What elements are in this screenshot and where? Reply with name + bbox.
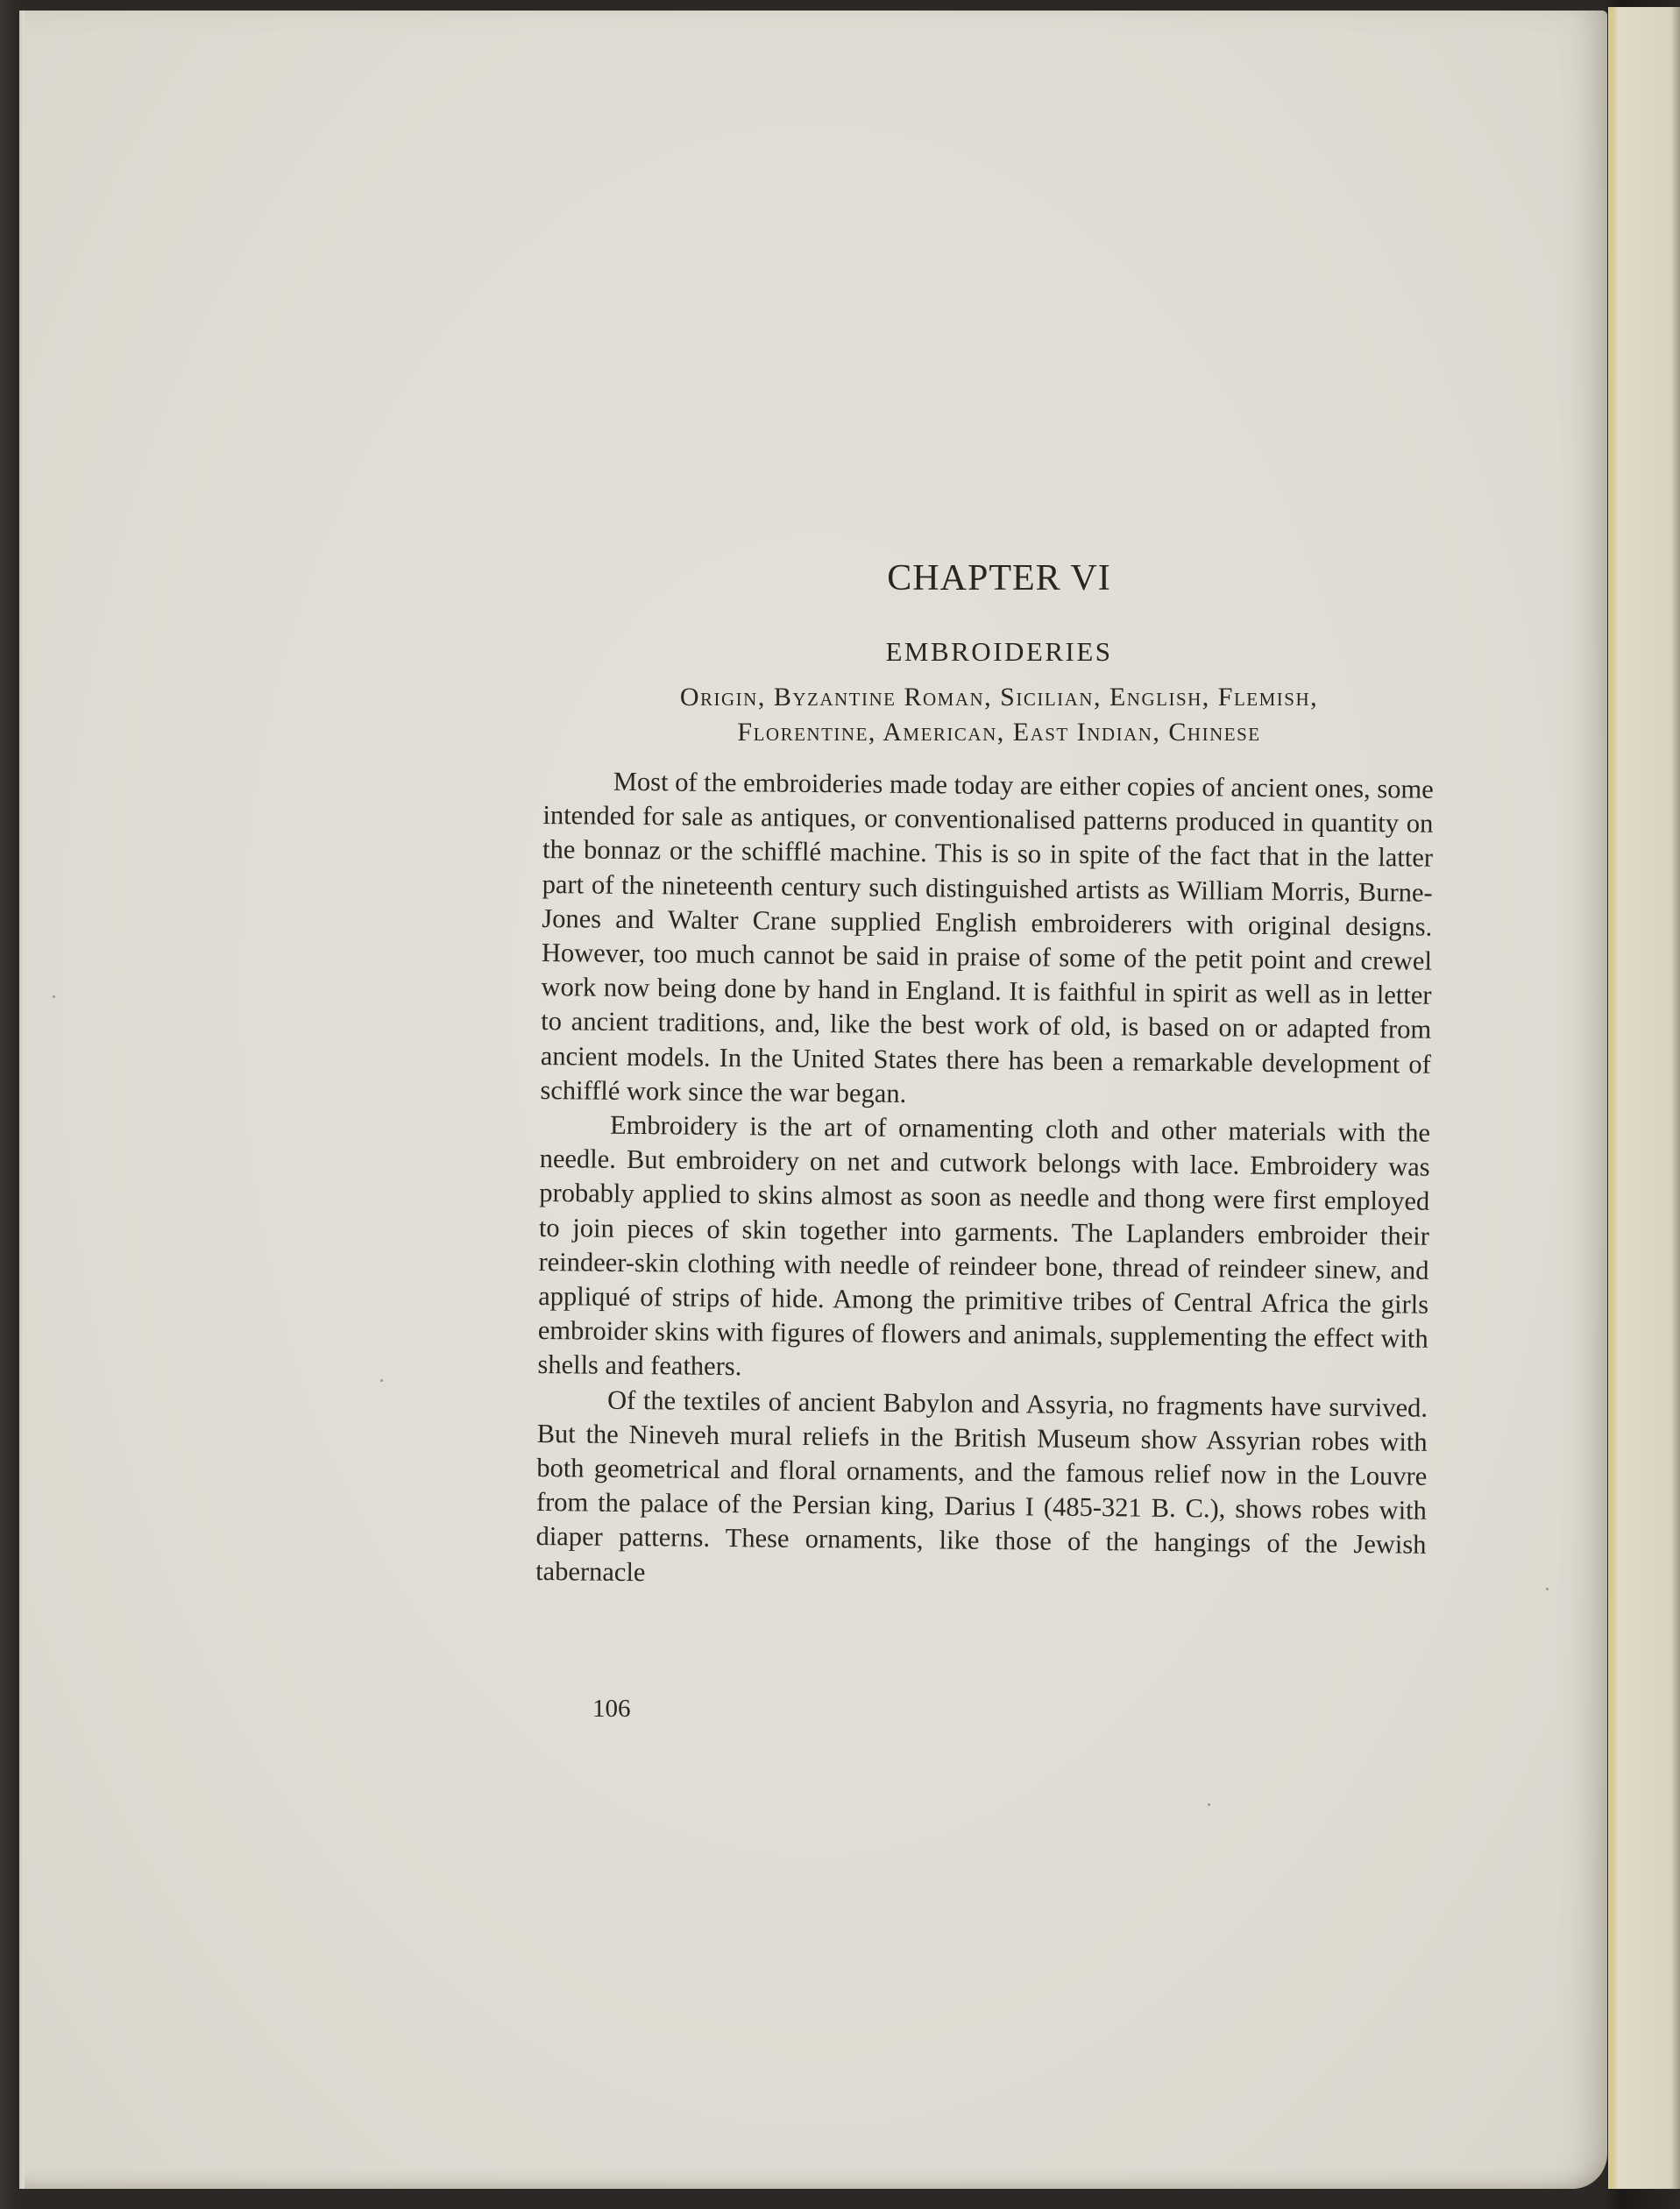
facing-page-edge	[1608, 7, 1680, 2189]
subtitle-line-1: Origin, Byzantine Roman, Sicilian, English, Flemish,	[679, 683, 1319, 712]
paper-speck	[1546, 1588, 1549, 1590]
chapter-number: CHAPTER VI	[887, 558, 1111, 598]
paper-speck	[380, 1379, 383, 1382]
paper-speck	[53, 995, 55, 998]
page-left-edge	[19, 11, 25, 2189]
subtitle-line-2: Florentine, American, East Indian, Chinese	[737, 718, 1261, 747]
paper-speck	[1208, 1803, 1210, 1806]
paragraph-2: Embroidery is the art of ornamenting cloth and other materials with the needle. But embroidery on net and cutwork belongs with lace. Embroidery was probably applied to skins almost as soon as needle and thong were first employed to join pieces of skin together into garments. The Laplanders embroider their reindeer-skin clothing with needle of reindeer bone, thread of reindeer sinew, and appliqué of strips of hide. Among the primitive tribes of Central Africa the girls embroider skins with figures of flowers and animals, supplementing the effect with shells and feathers.	[537, 1109, 1431, 1382]
paragraph-3: Of the textiles of ancient Babylon and Assyria, no fragments have survived. But the Nineveh mural reliefs in the British Museum show Assyrian robes with both geometrical and floral ornaments, and the famous relief now in the Louvre from the palace of the Persian king, Darius I (485-321 B. C.), shows robes with diaper patterns. These ornaments, like those of the hangings of the Jewish tabernacle	[535, 1384, 1428, 1587]
page-number: 106	[592, 1695, 631, 1723]
body-text	[535, 764, 1434, 1597]
chapter-subtitle	[543, 680, 1455, 750]
paragraph-1: Most of the embroideries made today are either copies of ancient ones, some intended for sale as antiques, or conventionalised patterns produced in quantity on the bonnaz or the schifflé machine. This is so in spite of the fact that in the latter part of the nineteenth century such distinguished artists as William Morris, Burne-Jones and Walter Crane supplied English embroiderers with original designs. However, too much cannot be said in praise of some of the petit point and crewel work now being done by hand in England. It is faithful in spirit as well as in letter to ancient traditions, and, like the best work of old, is based on or adapted from ancient models. In the United States there has been a remarkable development of schifflé work since the war began.	[540, 766, 1434, 1108]
chapter-title: EMBROIDERIES	[885, 636, 1113, 667]
